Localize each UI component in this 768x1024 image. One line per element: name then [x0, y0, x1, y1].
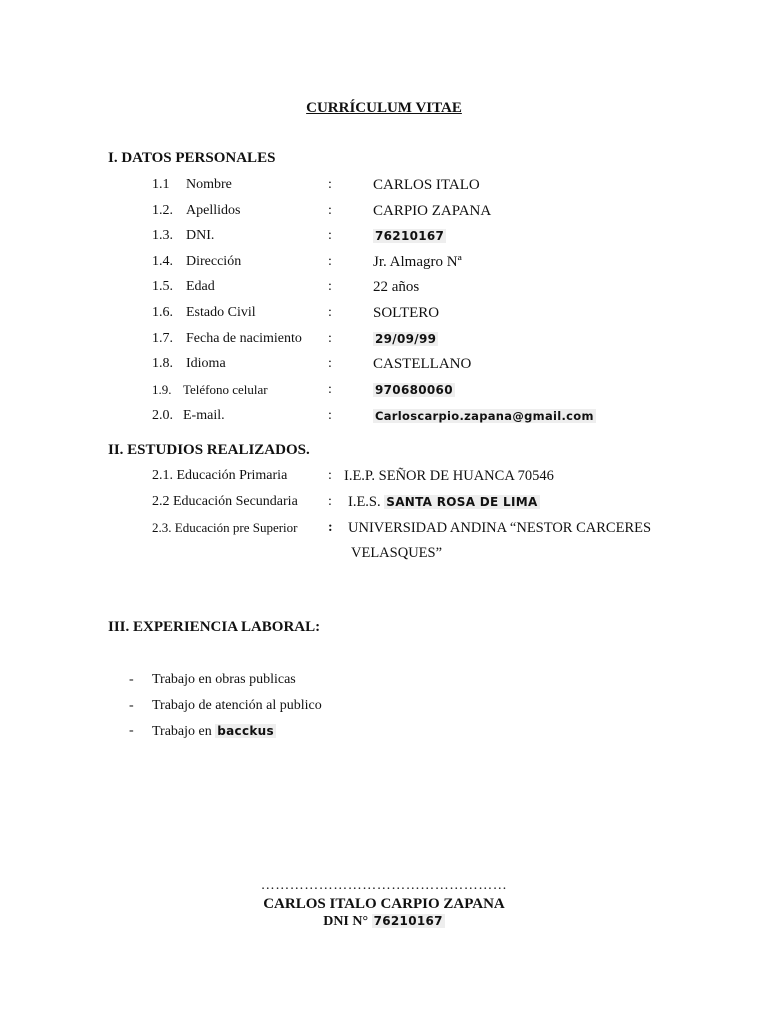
item-label: Teléfono celular	[183, 382, 268, 397]
item-value: SOLTERO	[373, 305, 440, 321]
experience-text: Trabajo de atención al publico	[152, 698, 322, 713]
bullet-dash: -	[129, 723, 134, 738]
personal-row-dni	[0, 225, 768, 247]
item-number: 1.4.	[152, 254, 173, 269]
list-item	[0, 720, 768, 742]
personal-row-address	[0, 251, 768, 273]
item-label: Edad	[186, 279, 215, 294]
item-value	[373, 328, 438, 350]
item-label: Nombre	[186, 177, 232, 192]
bullet-dash: -	[129, 672, 134, 687]
item-number: 1.7.	[152, 331, 173, 346]
item-colon: :	[328, 228, 332, 243]
experience-text	[152, 720, 276, 743]
section-heading-education: II. ESTUDIOS REALIZADOS.	[108, 442, 310, 458]
experience-text-prefix: Trabajo en	[152, 724, 212, 739]
birthdate-value-highlight: 29/09/99	[375, 332, 437, 346]
education-colon: :	[328, 520, 333, 535]
dni-value-highlight: 76210167	[375, 229, 445, 243]
item-value: 22 años	[373, 279, 420, 295]
item-colon: :	[328, 177, 332, 192]
item-number: 1.6.	[152, 305, 173, 320]
item-number: 1.8.	[152, 356, 173, 371]
phone-value-highlight: 970680060	[375, 383, 453, 397]
company-highlight: bacckus	[217, 724, 274, 738]
education-row-presuperior-continued	[0, 542, 768, 564]
education-value	[348, 491, 540, 513]
item-number: 1.9.	[152, 382, 172, 397]
item-label: Apellidos	[186, 203, 241, 218]
education-row-primary	[0, 465, 768, 487]
bullet-dash: -	[129, 698, 134, 713]
personal-row-language	[0, 353, 768, 375]
item-colon: :	[328, 279, 332, 294]
item-value: CASTELLANO	[373, 356, 472, 372]
page-title: CURRÍCULUM VITAE	[306, 100, 462, 116]
item-value	[373, 405, 596, 427]
experience-text: Trabajo en obras publicas	[152, 672, 296, 687]
item-number: 1.3.	[152, 228, 173, 243]
signature-dni-value: 76210167	[373, 914, 443, 928]
item-number: 1.2.	[152, 203, 173, 218]
item-colon: :	[328, 408, 332, 423]
item-value	[373, 379, 455, 401]
education-value: UNIVERSIDAD ANDINA “NESTOR CARCERES	[348, 520, 652, 536]
item-value: CARLOS ITALO	[373, 177, 480, 193]
item-value: CARPIO ZAPANA	[373, 203, 492, 219]
education-label: 2.2 Educación Secundaria	[152, 494, 298, 509]
signature-line: ……………………………………………	[260, 878, 508, 893]
education-colon: :	[328, 494, 332, 509]
education-value: I.E.P. SEÑOR DE HUANCA 70546	[344, 468, 554, 484]
item-colon: :	[328, 254, 332, 269]
item-value	[373, 225, 446, 247]
item-label: Idioma	[186, 356, 226, 371]
item-number: 2.0.	[152, 408, 173, 423]
education-colon: :	[328, 468, 332, 483]
education-label: 2.3. Educación pre Superior	[152, 520, 298, 535]
section-heading-personal: I. DATOS PERSONALES	[108, 150, 276, 166]
personal-row-birthdate	[0, 328, 768, 350]
education-value-prefix: I.E.S.	[348, 494, 381, 510]
list-item	[0, 695, 768, 717]
item-label: DNI.	[186, 228, 215, 243]
personal-row-email	[0, 405, 768, 427]
secondary-school-highlight: SANTA ROSA DE LIMA	[386, 495, 538, 509]
signature-name: CARLOS ITALO CARPIO ZAPANA	[263, 896, 505, 912]
signature-dni-prefix: DNI N°	[323, 914, 369, 929]
list-item	[0, 669, 768, 691]
item-value: Jr. Almagro Nª	[373, 254, 462, 270]
item-colon: :	[328, 305, 332, 320]
item-label: Dirección	[186, 254, 242, 269]
item-colon: :	[328, 331, 332, 346]
item-number: 1.5.	[152, 279, 173, 294]
personal-row-phone	[0, 379, 768, 401]
item-label: Fecha de nacimiento	[186, 331, 302, 346]
personal-row-civil-status	[0, 302, 768, 324]
personal-row-name	[0, 174, 768, 196]
item-colon: :	[328, 203, 332, 218]
item-colon: :	[328, 382, 332, 397]
signature-dni	[0, 914, 768, 930]
education-label: 2.1. Educación Primaria	[152, 468, 288, 483]
item-number: 1.1	[152, 177, 170, 192]
item-colon: :	[328, 356, 332, 371]
education-row-presuperior	[0, 517, 768, 539]
personal-row-age	[0, 276, 768, 298]
item-label: Estado Civil	[186, 305, 256, 320]
education-row-secondary	[0, 491, 768, 513]
email-value-highlight: Carloscarpio.zapana@gmail.com	[375, 409, 594, 423]
personal-row-surname	[0, 200, 768, 222]
education-value-continued: VELASQUES”	[351, 545, 443, 561]
item-label: E-mail.	[183, 408, 225, 423]
section-heading-experience: III. EXPERIENCIA LABORAL:	[108, 619, 321, 635]
